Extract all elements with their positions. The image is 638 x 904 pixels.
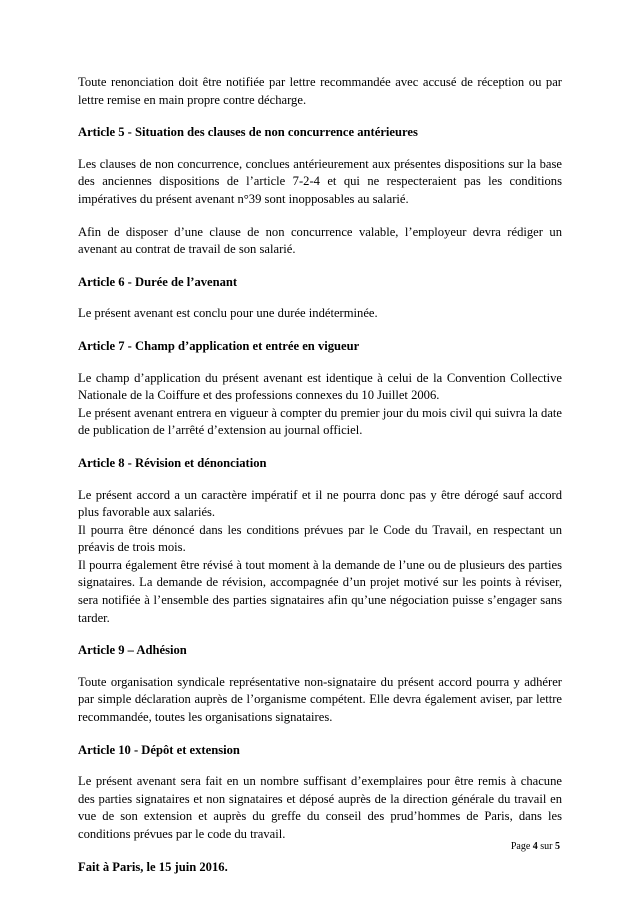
article-9-paragraph-1: Toute organisation syndicale représentative non-signataire du présent accord pourra y adhérer par simple déclaration auprès de l’organisme compétent. Elle devra également aviser, par lettre recommandée, toutes les organisations signataires. xyxy=(78,674,562,725)
page-number: 4 xyxy=(532,841,538,852)
document-body xyxy=(78,74,562,876)
article-7-paragraph-2: Le présent avenant entrera en vigueur à compter du premier jour du mois civil qui suivra la date de publication de l’arrêté d’extension au journal officiel. xyxy=(78,405,562,438)
article-6-paragraph-1: Le présent avenant est conclu pour une durée indéterminée. xyxy=(78,306,378,321)
page-label: Page xyxy=(510,841,531,852)
article-6-heading: Article 6 - Durée de l’avenant xyxy=(78,274,238,289)
article-9-heading: Article 9 – Adhésion xyxy=(78,643,187,658)
page-footer xyxy=(511,841,560,852)
page-total: 5 xyxy=(555,841,560,852)
article-8-heading: Article 8 - Révision et dénonciation xyxy=(78,455,267,470)
intro-paragraph: Toute renonciation doit être notifiée par lettre recommandée avec accusé de réception ou par lettre remise en main propre contre décharge. xyxy=(78,75,562,107)
closing-line: Fait à Paris, le 15 juin 2016. xyxy=(78,859,228,874)
article-5-paragraph-1: Les clauses de non concurrence, conclues antérieurement aux présentes dispositions sur la base des anciennes dispositions de l’article 7-2-4 et qui ne respecteraient pas les conditions impératives du présent avenant n°39 sont inopposables au salarié. xyxy=(78,156,562,206)
article-8-paragraph-2: Il pourra être dénoncé dans les conditions prévues par le Code du Travail, en respectant un préavis de trois mois. xyxy=(78,522,562,555)
article-8-paragraph-3: Il pourra également être révisé à tout moment à la demande de l’une ou de plusieurs des parties signataires. La demande de révision, accompagnée d’un projet motivé sur les points à réviser, sera notifiée à l’ensemble des parties signataires afin qu’une négociation puisse s’engager sans tarder. xyxy=(78,557,562,625)
article-7-heading: Article 7 - Champ d’application et entrée en vigueur xyxy=(78,338,360,353)
article-8-paragraph-1: Le présent accord a un caractère impératif et il ne pourra donc pas y être dérogé sauf accord plus favorable aux salariés. xyxy=(78,487,562,520)
article-5-heading: Article 5 - Situation des clauses de non concurrence antérieures xyxy=(78,125,418,140)
article-7-paragraph-1: Le champ d’application du présent avenant est identique à celui de la Convention Collective Nationale de la Coiffure et des professions connexes du 10 Juillet 2006. xyxy=(78,370,562,403)
article-10-paragraph-1: Le présent avenant sera fait en un nombre suffisant d’exemplaires pour être remis à chacune des parties signataires et non signataires et déposé auprès de la direction générale du travail en vue de son extension et auprès du greffe du conseil des prud’hommes de Paris, dans les conditions prévues par le code du travail. xyxy=(78,774,562,841)
article-5-paragraph-2: Afin de disposer d’une clause de non concurrence valable, l’employeur devra rédiger un avenant au contrat de travail de son salarié. xyxy=(78,224,562,257)
of-label: sur xyxy=(540,841,553,852)
article-10-heading: Article 10 - Dépôt et extension xyxy=(78,742,240,757)
